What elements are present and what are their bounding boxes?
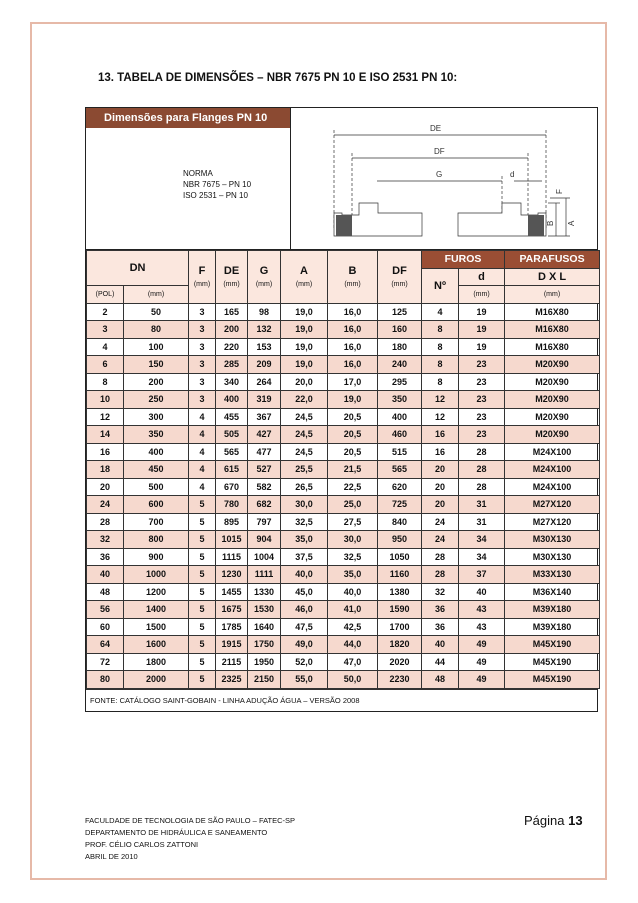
table-row xyxy=(87,408,600,426)
table-cell: 5 xyxy=(189,671,216,689)
table-cell: 46,0 xyxy=(281,601,328,619)
table-cell: 24,5 xyxy=(281,408,328,426)
table-cell: 31 xyxy=(459,513,505,531)
table-cell: 455 xyxy=(216,408,248,426)
table-cell: 16 xyxy=(87,443,124,461)
table-cell: 3 xyxy=(189,338,216,356)
label-df: DF xyxy=(434,147,445,156)
table-cell: 98 xyxy=(248,303,281,321)
table-cell: 40 xyxy=(459,583,505,601)
table-cell: 1115 xyxy=(216,548,248,566)
table-cell: 25,5 xyxy=(281,461,328,479)
table-cell: 23 xyxy=(459,408,505,426)
table-cell: 23 xyxy=(459,391,505,409)
table-cell: 5 xyxy=(189,653,216,671)
table-cell: 1200 xyxy=(124,583,189,601)
table-cell: 1785 xyxy=(216,618,248,636)
table-cell: 16,0 xyxy=(328,303,378,321)
table-cell: 41,0 xyxy=(328,601,378,619)
table-cell: 2020 xyxy=(378,653,422,671)
table-cell: 24,5 xyxy=(281,426,328,444)
table-cell: 48 xyxy=(422,671,459,689)
table-cell: 22,5 xyxy=(328,478,378,496)
table-cell: 620 xyxy=(378,478,422,496)
source-note: FONTE: CATÁLOGO SAINT-GOBAIN - LINHA ADUÇÃO ÁGUA – VERSÃO 2008 xyxy=(86,689,597,711)
table-cell: 19,0 xyxy=(328,391,378,409)
table-cell: 40 xyxy=(87,566,124,584)
table-cell: 700 xyxy=(124,513,189,531)
table-cell: 40,0 xyxy=(281,566,328,584)
col-d: d xyxy=(459,268,505,286)
norma-text: NORMA NBR 7675 – PN 10 ISO 2531 – PN 10 xyxy=(183,169,252,200)
table-cell: 200 xyxy=(124,373,189,391)
table-cell: 8 xyxy=(422,338,459,356)
table-cell: 2115 xyxy=(216,653,248,671)
table-cell: 52,0 xyxy=(281,653,328,671)
table-row xyxy=(87,356,600,374)
table-cell: M20X90 xyxy=(505,426,600,444)
table-cell: 132 xyxy=(248,321,281,339)
table-cell: 1640 xyxy=(248,618,281,636)
table-cell: 20 xyxy=(422,478,459,496)
table-cell: 8 xyxy=(422,321,459,339)
table-cell: 295 xyxy=(378,373,422,391)
table-cell: 32 xyxy=(422,583,459,601)
label-de: DE xyxy=(430,124,442,133)
table-cell: 23 xyxy=(459,373,505,391)
table-cell: 19 xyxy=(459,303,505,321)
table-cell: 28 xyxy=(422,548,459,566)
table-cell: 23 xyxy=(459,426,505,444)
table-cell: 31 xyxy=(459,496,505,514)
table-cell: M20X90 xyxy=(505,408,600,426)
table-cell: 150 xyxy=(124,356,189,374)
dimensions-table xyxy=(86,250,600,689)
table-cell: 47,0 xyxy=(328,653,378,671)
table-cell: 30,0 xyxy=(281,496,328,514)
table-cell: 2230 xyxy=(378,671,422,689)
table-cell: 12 xyxy=(87,408,124,426)
col-a: A (mm) xyxy=(281,251,328,304)
table-cell: 50,0 xyxy=(328,671,378,689)
table-cell: 1750 xyxy=(248,636,281,654)
table-row xyxy=(87,461,600,479)
table-cell: 1330 xyxy=(248,583,281,601)
section-title: 13. TABELA DE DIMENSÕES – NBR 7675 PN 10 E ISO 2531 PN 10: xyxy=(98,72,458,84)
col-no: Nº xyxy=(422,268,459,303)
table-cell: M24X100 xyxy=(505,478,600,496)
table-cell: 5 xyxy=(189,496,216,514)
col-mm: (mm) xyxy=(124,286,189,304)
table-cell: 80 xyxy=(124,321,189,339)
table-cell: 14 xyxy=(87,426,124,444)
table-cell: 23 xyxy=(459,356,505,374)
page-number: Página 13 xyxy=(524,813,583,828)
table-cell: 427 xyxy=(248,426,281,444)
table-cell: 24 xyxy=(422,513,459,531)
table-cell: 19 xyxy=(459,338,505,356)
table-row xyxy=(87,531,600,549)
table-cell: M24X100 xyxy=(505,443,600,461)
table-cell: 43 xyxy=(459,601,505,619)
table-row xyxy=(87,391,600,409)
table-cell: 125 xyxy=(378,303,422,321)
table-cell: M33X130 xyxy=(505,566,600,584)
table-cell: 44,0 xyxy=(328,636,378,654)
table-cell: 264 xyxy=(248,373,281,391)
table-row xyxy=(87,321,600,339)
table-cell: 5 xyxy=(189,513,216,531)
table-cell: 55,0 xyxy=(281,671,328,689)
table-cell: 32 xyxy=(87,531,124,549)
label-d: d xyxy=(510,170,515,179)
table-cell: 2150 xyxy=(248,671,281,689)
table-cell: 20,5 xyxy=(328,426,378,444)
table-cell: 1015 xyxy=(216,531,248,549)
table-cell: 615 xyxy=(216,461,248,479)
table-cell: 1600 xyxy=(124,636,189,654)
table-cell: 37 xyxy=(459,566,505,584)
table-cell: M20X90 xyxy=(505,373,600,391)
table-cell: 4 xyxy=(189,443,216,461)
table-cell: 840 xyxy=(378,513,422,531)
table-cell: M20X90 xyxy=(505,391,600,409)
table-row xyxy=(87,618,600,636)
label-g: G xyxy=(436,170,443,179)
table-cell: 5 xyxy=(189,566,216,584)
table-cell: 28 xyxy=(459,461,505,479)
table-cell: 42,5 xyxy=(328,618,378,636)
label-f: F xyxy=(555,189,564,194)
col-dn: DN xyxy=(87,251,189,286)
table-cell: 6 xyxy=(87,356,124,374)
table-cell: 340 xyxy=(216,373,248,391)
table-cell: 1500 xyxy=(124,618,189,636)
table-cell: 2325 xyxy=(216,671,248,689)
table-cell: 20 xyxy=(87,478,124,496)
table-cell: 20,0 xyxy=(281,373,328,391)
table-cell: 400 xyxy=(216,391,248,409)
table-cell: M30X130 xyxy=(505,531,600,549)
table-cell: 19,0 xyxy=(281,321,328,339)
table-cell: 8 xyxy=(87,373,124,391)
table-cell: 48 xyxy=(87,583,124,601)
table-cell: 565 xyxy=(216,443,248,461)
table-cell: 1675 xyxy=(216,601,248,619)
table-cell: 50 xyxy=(124,303,189,321)
table-cell: 56 xyxy=(87,601,124,619)
table-cell: 16 xyxy=(422,443,459,461)
table-cell: M16X80 xyxy=(505,303,600,321)
table-cell: 40,0 xyxy=(328,583,378,601)
table-cell: 22,0 xyxy=(281,391,328,409)
table-row xyxy=(87,601,600,619)
dimensions-block xyxy=(85,107,598,712)
table-cell: 1820 xyxy=(378,636,422,654)
diagram-area xyxy=(86,108,597,250)
table-cell: 780 xyxy=(216,496,248,514)
table-cell: 500 xyxy=(124,478,189,496)
table-row xyxy=(87,513,600,531)
table-cell: 36 xyxy=(87,548,124,566)
col-furos: FUROS xyxy=(422,251,505,269)
table-row xyxy=(87,443,600,461)
table-cell: 30,0 xyxy=(328,531,378,549)
table-cell: M16X80 xyxy=(505,338,600,356)
table-cell: 165 xyxy=(216,303,248,321)
table-cell: 477 xyxy=(248,443,281,461)
table-cell: 36 xyxy=(422,618,459,636)
table-cell: 47,5 xyxy=(281,618,328,636)
table-cell: 450 xyxy=(124,461,189,479)
table-cell: 209 xyxy=(248,356,281,374)
table-cell: 220 xyxy=(216,338,248,356)
table-cell: 12 xyxy=(422,408,459,426)
table-cell: 460 xyxy=(378,426,422,444)
table-cell: M20X90 xyxy=(505,356,600,374)
footer: FACULDADE DE TECNOLOGIA DE SÃO PAULO – FATEC-SP DEPARTAMENTO DE HIDRÁULICA E SANEAMENTO PROF. CÉLIO CARLOS ZATTONI ABRIL DE 2010 xyxy=(85,816,296,861)
table-cell: 12 xyxy=(422,391,459,409)
table-cell: 1111 xyxy=(248,566,281,584)
table-cell: 8 xyxy=(422,356,459,374)
table-cell: 44 xyxy=(422,653,459,671)
table-cell: 45,0 xyxy=(281,583,328,601)
table-cell: 28 xyxy=(422,566,459,584)
table-cell: 4 xyxy=(189,478,216,496)
table-cell: 34 xyxy=(459,548,505,566)
table-cell: 800 xyxy=(124,531,189,549)
table-cell: 3 xyxy=(189,321,216,339)
table-cell: 5 xyxy=(189,636,216,654)
table-cell: 32,5 xyxy=(281,513,328,531)
table-cell: 797 xyxy=(248,513,281,531)
table-cell: 80 xyxy=(87,671,124,689)
table-cell: 2000 xyxy=(124,671,189,689)
table-cell: 3 xyxy=(189,391,216,409)
table-cell: 1380 xyxy=(378,583,422,601)
table-cell: M45X190 xyxy=(505,671,600,689)
table-cell: 4 xyxy=(87,338,124,356)
table-cell: 3 xyxy=(189,373,216,391)
table-cell: 565 xyxy=(378,461,422,479)
table-cell: M36X140 xyxy=(505,583,600,601)
table-cell: 100 xyxy=(124,338,189,356)
table-cell: 1230 xyxy=(216,566,248,584)
table-row xyxy=(87,653,600,671)
table-cell: 285 xyxy=(216,356,248,374)
flange-drawing xyxy=(312,118,592,243)
table-cell: 21,5 xyxy=(328,461,378,479)
table-cell: 1950 xyxy=(248,653,281,671)
table-cell: 1530 xyxy=(248,601,281,619)
table-cell: 19,0 xyxy=(281,356,328,374)
table-cell: 37,5 xyxy=(281,548,328,566)
table-cell: 24,5 xyxy=(281,443,328,461)
table-cell: 1400 xyxy=(124,601,189,619)
col-df: DF (mm) xyxy=(378,251,422,304)
table-cell: 180 xyxy=(378,338,422,356)
table-cell: 904 xyxy=(248,531,281,549)
table-cell: 900 xyxy=(124,548,189,566)
table-cell: 400 xyxy=(378,408,422,426)
table-cell: 19,0 xyxy=(281,338,328,356)
table-cell: 5 xyxy=(189,601,216,619)
table-row xyxy=(87,303,600,321)
table-cell: 20,5 xyxy=(328,408,378,426)
table-cell: 18 xyxy=(87,461,124,479)
table-cell: 35,0 xyxy=(281,531,328,549)
table-cell: M30X130 xyxy=(505,548,600,566)
table-cell: 1915 xyxy=(216,636,248,654)
table-cell: 1160 xyxy=(378,566,422,584)
table-cell: M45X190 xyxy=(505,636,600,654)
table-cell: 49 xyxy=(459,671,505,689)
table-cell: 895 xyxy=(216,513,248,531)
table-cell: 28 xyxy=(87,513,124,531)
table-cell: 5 xyxy=(189,618,216,636)
table-row xyxy=(87,496,600,514)
table-row xyxy=(87,373,600,391)
table-cell: 17,0 xyxy=(328,373,378,391)
table-cell: 40 xyxy=(422,636,459,654)
table-row xyxy=(87,426,600,444)
table-cell: 600 xyxy=(124,496,189,514)
table-cell: 3 xyxy=(189,356,216,374)
table-cell: 49,0 xyxy=(281,636,328,654)
table-cell: 527 xyxy=(248,461,281,479)
table-cell: 1004 xyxy=(248,548,281,566)
table-cell: 64 xyxy=(87,636,124,654)
table-cell: M39X180 xyxy=(505,618,600,636)
table-cell: 49 xyxy=(459,653,505,671)
table-cell: 16 xyxy=(422,426,459,444)
table-cell: 4 xyxy=(189,461,216,479)
table-cell: 725 xyxy=(378,496,422,514)
table-cell: 367 xyxy=(248,408,281,426)
table-cell: M39X180 xyxy=(505,601,600,619)
table-cell: 400 xyxy=(124,443,189,461)
table-cell: 8 xyxy=(422,373,459,391)
label-b: B xyxy=(546,220,555,226)
table-cell: 25,0 xyxy=(328,496,378,514)
table-cell: 28 xyxy=(459,443,505,461)
table-cell: 26,5 xyxy=(281,478,328,496)
table-cell: 20 xyxy=(422,496,459,514)
col-dxl-unit: (mm) xyxy=(505,286,600,304)
table-cell: 60 xyxy=(87,618,124,636)
table-row xyxy=(87,478,600,496)
table-header-label: Dimensões para Flanges PN 10 xyxy=(86,108,290,128)
col-f: F (mm) xyxy=(189,251,216,304)
table-cell: 300 xyxy=(124,408,189,426)
table-cell: 28 xyxy=(459,478,505,496)
col-pol: (POL) xyxy=(87,286,124,304)
table-cell: 160 xyxy=(378,321,422,339)
table-row xyxy=(87,583,600,601)
table-row xyxy=(87,338,600,356)
col-parafusos: PARAFUSOS xyxy=(505,251,600,269)
table-cell: 950 xyxy=(378,531,422,549)
table-cell: 24 xyxy=(87,496,124,514)
table-row xyxy=(87,636,600,654)
col-d-unit: (mm) xyxy=(459,286,505,304)
table-cell: 4 xyxy=(422,303,459,321)
table-cell: 2 xyxy=(87,303,124,321)
table-cell: 1455 xyxy=(216,583,248,601)
table-cell: 16,0 xyxy=(328,356,378,374)
table-cell: 582 xyxy=(248,478,281,496)
table-cell: 350 xyxy=(124,426,189,444)
table-cell: 240 xyxy=(378,356,422,374)
table-cell: 1590 xyxy=(378,601,422,619)
table-cell: 36 xyxy=(422,601,459,619)
table-cell: 5 xyxy=(189,548,216,566)
table-cell: 200 xyxy=(216,321,248,339)
table-cell: 20 xyxy=(422,461,459,479)
table-cell: 1050 xyxy=(378,548,422,566)
col-g: G (mm) xyxy=(248,251,281,304)
table-cell: 5 xyxy=(189,531,216,549)
label-a: A xyxy=(567,220,576,226)
table-cell: 24 xyxy=(422,531,459,549)
col-de: DE (mm) xyxy=(216,251,248,304)
table-cell: 72 xyxy=(87,653,124,671)
table-cell: 1700 xyxy=(378,618,422,636)
table-cell: 505 xyxy=(216,426,248,444)
table-cell: 27,5 xyxy=(328,513,378,531)
table-cell: 319 xyxy=(248,391,281,409)
table-cell: 4 xyxy=(189,426,216,444)
table-row xyxy=(87,548,600,566)
table-cell: 1800 xyxy=(124,653,189,671)
table-cell: 49 xyxy=(459,636,505,654)
table-cell: M27X120 xyxy=(505,496,600,514)
table-cell: 1000 xyxy=(124,566,189,584)
table-cell: 16,0 xyxy=(328,321,378,339)
table-cell: M27X120 xyxy=(505,513,600,531)
col-b: B (mm) xyxy=(328,251,378,304)
table-cell: M45X190 xyxy=(505,653,600,671)
table-cell: 153 xyxy=(248,338,281,356)
table-cell: M24X100 xyxy=(505,461,600,479)
table-cell: 3 xyxy=(87,321,124,339)
table-cell: 16,0 xyxy=(328,338,378,356)
table-cell: 250 xyxy=(124,391,189,409)
table-cell: 20,5 xyxy=(328,443,378,461)
table-cell: 5 xyxy=(189,583,216,601)
table-cell: 19 xyxy=(459,321,505,339)
table-cell: 32,5 xyxy=(328,548,378,566)
table-cell: 43 xyxy=(459,618,505,636)
table-row xyxy=(87,671,600,689)
col-dxl: D X L xyxy=(505,268,600,286)
table-cell: 515 xyxy=(378,443,422,461)
table-cell: 19,0 xyxy=(281,303,328,321)
table-cell: 670 xyxy=(216,478,248,496)
table-cell: 10 xyxy=(87,391,124,409)
table-cell: 4 xyxy=(189,408,216,426)
table-cell: 35,0 xyxy=(328,566,378,584)
table-cell: 682 xyxy=(248,496,281,514)
table-row xyxy=(87,566,600,584)
table-cell: 350 xyxy=(378,391,422,409)
table-cell: M16X80 xyxy=(505,321,600,339)
table-cell: 34 xyxy=(459,531,505,549)
table-cell: 3 xyxy=(189,303,216,321)
